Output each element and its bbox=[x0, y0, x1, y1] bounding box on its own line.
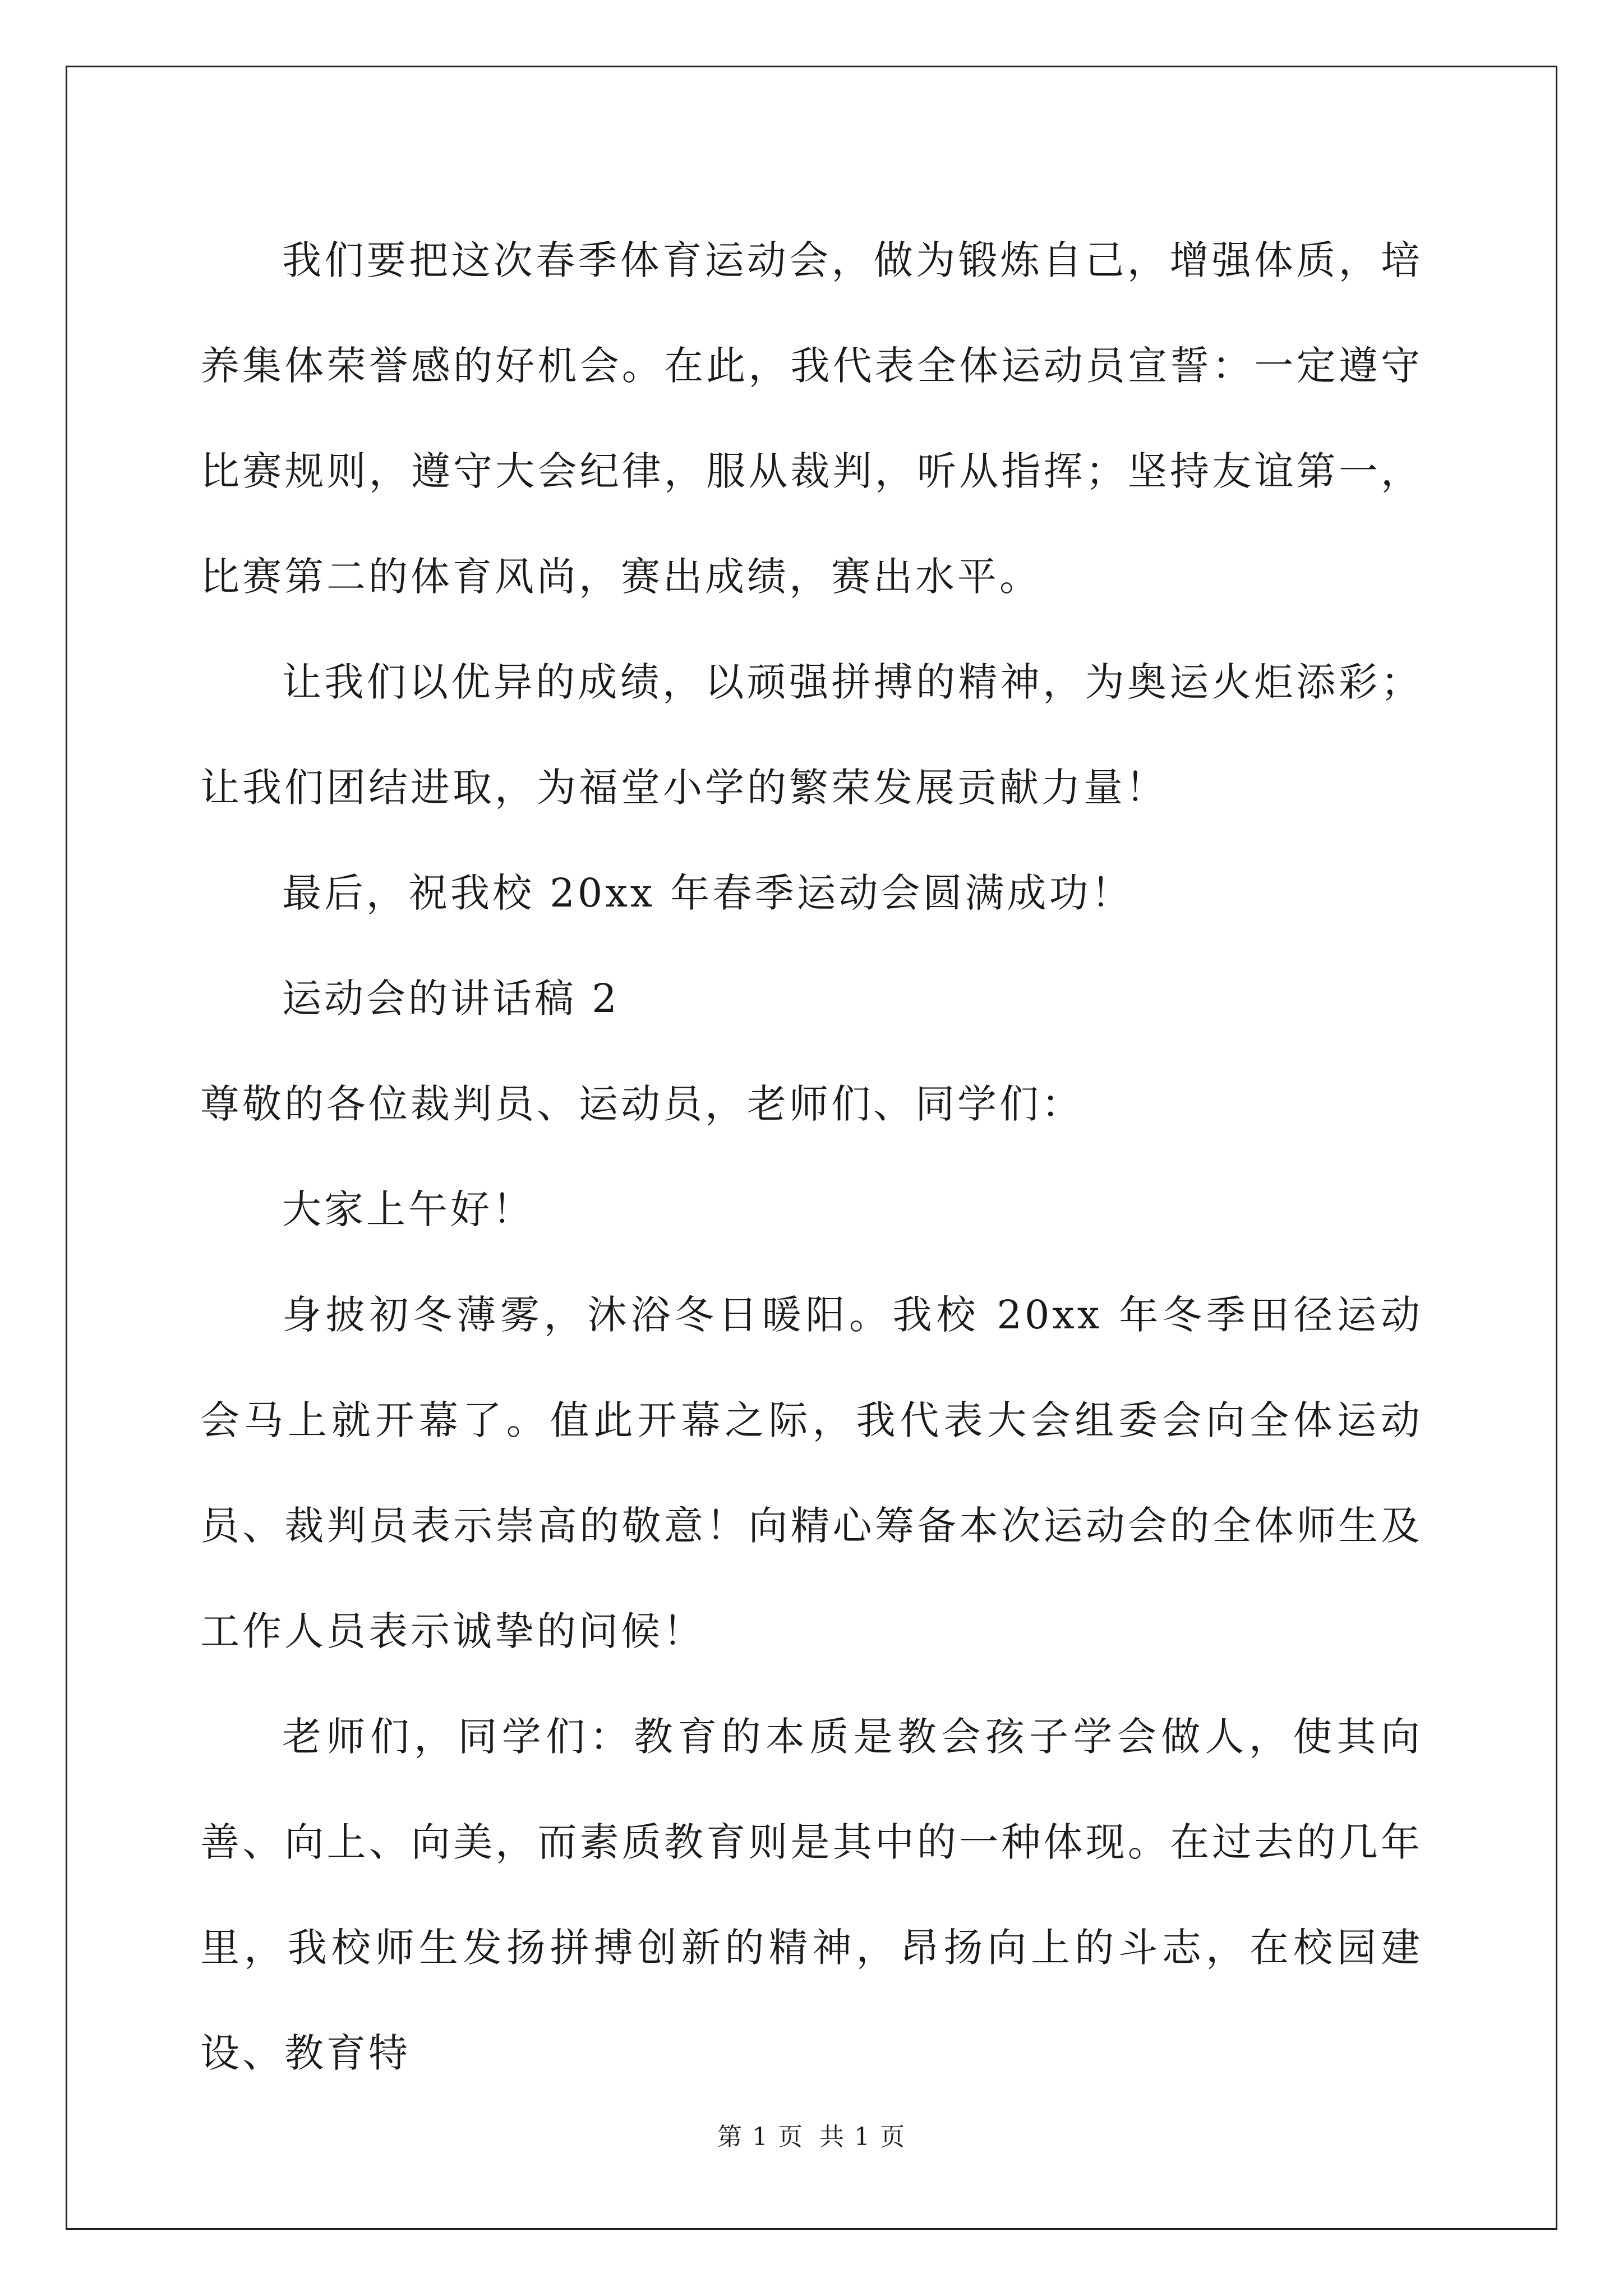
paragraph-closing-wish: 最后，祝我校 20xx 年春季运动会圆满成功！ bbox=[282, 870, 1133, 916]
page-number: 第 1 页 bbox=[717, 2123, 804, 2151]
paragraph-opening: 身披初冬薄雾，沐浴冬日暖阳。我校 20xx 年冬季田径运动会马上就开幕了。值此开幕之际，我代表大会组委会向全体运动员、裁判员表示崇高的敬意！向精心筹备本次运动会的全体师生及工作人员表示诚挚的问候！ bbox=[200, 1292, 1423, 1654]
salutation: 尊敬的各位裁判员、运动员，老师们、同学们： bbox=[200, 1081, 1083, 1127]
document-body bbox=[200, 208, 1423, 2106]
greeting: 大家上午好！ bbox=[282, 1186, 534, 1232]
page-footer bbox=[0, 2120, 1623, 2154]
paragraph-sports-meet-pledge: 我们要把这次春季体育运动会，做为锻炼自己，增强体质，培养集体荣誉感的好机会。在此，我代表全体运动员宣誓：一定遵守比赛规则，遵守大会纪律，服从裁判，听从指挥；坚持友谊第一，比赛第二的体育风尚，赛出成绩，赛出水平。 bbox=[200, 237, 1423, 600]
paragraph-let-us: 让我们以优异的成绩，以顽强拼搏的精神，为奥运火炬添彩；让我们团结进取，为福堂小学的繁荣发展贡献力量！ bbox=[200, 659, 1423, 811]
section-heading: 运动会的讲话稿 2 bbox=[282, 976, 620, 1022]
page-total: 共 1 页 bbox=[819, 2123, 906, 2151]
paragraph-education: 老师们，同学们：教育的本质是教会孩子学会做人，使其向善、向上、向美，而素质教育则是其中的一种体现。在过去的几年里，我校师生发扬拼搏创新的精神，昂扬向上的斗志，在校园建设、教育特 bbox=[200, 1714, 1423, 2076]
